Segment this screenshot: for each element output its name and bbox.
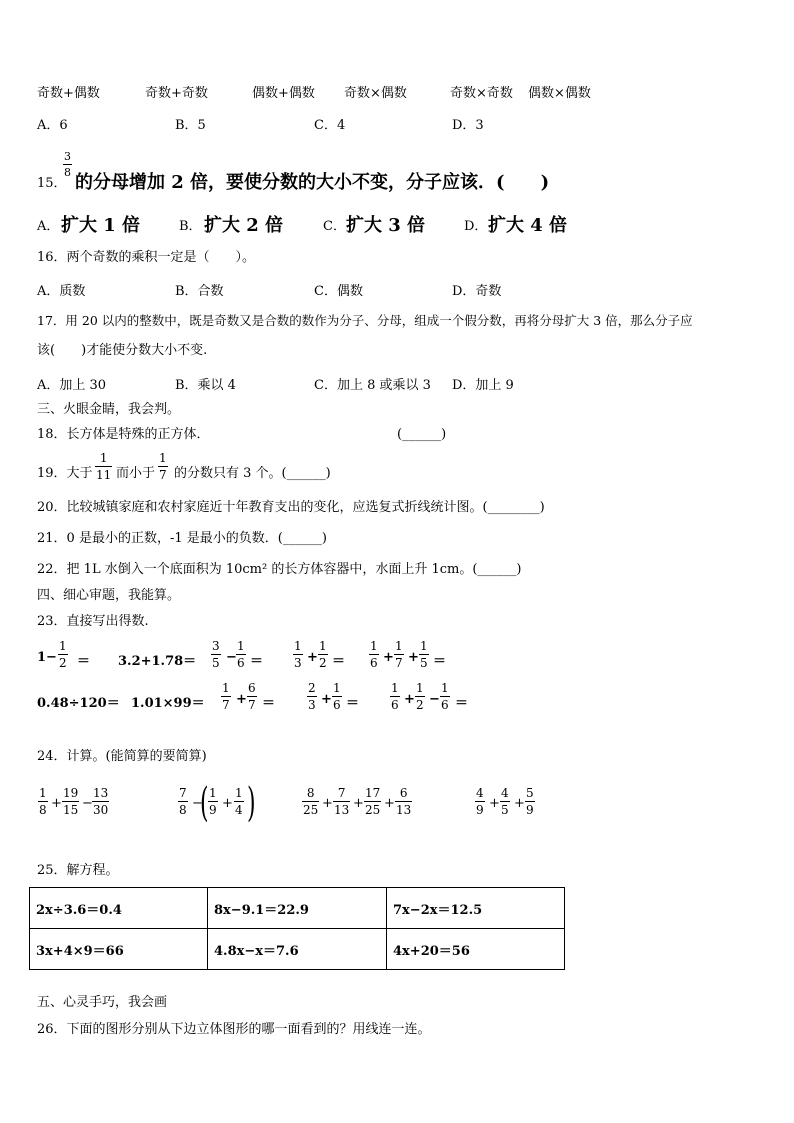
option-letter: D． (464, 219, 488, 234)
fraction: $\frac{1}{3}$ (294, 639, 302, 670)
equation-cell[interactable]: 4x+20＝56 (387, 929, 565, 970)
operator: + (514, 796, 525, 811)
fraction: $\frac{1}{8}$ (39, 786, 47, 817)
option-b[interactable]: B．合数 (175, 284, 224, 299)
equals: ＝ (262, 696, 276, 711)
fraction: $\frac{2}{3}$ (308, 681, 316, 712)
option-c[interactable]: 扩大 3 倍 (346, 215, 426, 236)
fraction: $\frac{1}{2}$ (59, 639, 67, 670)
denominator: 7 (159, 468, 167, 482)
fraction: $\frac{1}{6}$ (333, 681, 341, 712)
fraction: $\frac{4}{5}$ (501, 786, 509, 817)
option-d[interactable]: D．加上 9 (452, 378, 514, 393)
fraction: $\frac{1}{9}$ (209, 786, 217, 817)
fraction: $\frac{6}{7}$ (248, 681, 256, 712)
fraction: $\frac{17}{25}$ (365, 786, 381, 817)
left-paren: ( (200, 780, 209, 826)
q14-item: 奇数+偶数 (37, 86, 100, 101)
operator: − (192, 796, 203, 811)
denominator: 11 (96, 468, 112, 482)
question-22: 22．把 1L 水倒入一个底面积为 10cm² 的长方体容器中，水面上升 1cm。(______) (37, 562, 522, 577)
fraction: $\frac{1}{2}$ (319, 639, 327, 670)
question-25-title: 25．解方程。 (37, 863, 119, 878)
question-26: 26．下面的图形分别从下边立体图形的哪一面看到的？用线连一连。 (37, 1022, 431, 1037)
operator: + (321, 692, 332, 707)
q14-item: 奇数×奇数 (450, 86, 513, 101)
equals: ＝ (332, 654, 346, 669)
equation-cell[interactable]: 3x+4×9＝66 (30, 929, 208, 970)
operator: + (322, 796, 333, 811)
fraction: $\frac{1}{6}$ (237, 639, 245, 670)
equation-cell[interactable]: 2x÷3.6＝0.4 (30, 888, 208, 929)
option-b[interactable]: B．乘以 4 (175, 378, 236, 393)
q14-item: 奇数+奇数 (145, 86, 208, 101)
equals: ＝ (455, 696, 469, 711)
operator: − (429, 692, 440, 707)
section-heading: 三、火眼金睛，我会判。 (37, 402, 181, 417)
fraction: $\frac{1}{6}$ (391, 681, 399, 712)
expression: 1.01×99＝ (131, 696, 205, 711)
fraction: $\frac{1}{6}$ (441, 681, 449, 712)
equation-cell[interactable]: 4.8x−x＝7.6 (208, 929, 387, 970)
question-17-line2: 该( )才能使分数大小不变. (37, 343, 208, 358)
right-paren: ) (247, 780, 256, 826)
equals: ＝ (77, 654, 91, 669)
question-number: 15． (37, 176, 67, 191)
fraction: $\frac{1}{7}$ (222, 681, 230, 712)
option-c[interactable]: C．加上 8 或乘以 3 (314, 378, 431, 393)
question-18: 18．长方体是特殊的正方体． (37, 427, 210, 442)
fraction: $\frac{19}{15}$ (63, 786, 79, 817)
operator: + (51, 796, 62, 811)
option-a[interactable]: 扩大 1 倍 (61, 215, 141, 236)
numerator: 1 (159, 451, 167, 465)
option-letter: A． (37, 219, 60, 234)
numerator: 3 (64, 150, 71, 163)
fraction (95, 451, 112, 482)
operator: + (383, 650, 394, 665)
section-heading: 五、心灵手巧，我会画 (37, 995, 168, 1010)
option-letter: B． (179, 219, 202, 234)
fraction: $\frac{5}{9}$ (526, 786, 534, 817)
fraction: $\frac{1}{5}$ (420, 639, 428, 670)
fraction: $\frac{7}{13}$ (334, 786, 350, 817)
fraction: $\frac{13}{30}$ (93, 786, 109, 817)
option-a[interactable]: A．质数 (37, 284, 86, 299)
expression: 0.48÷120＝ (37, 696, 120, 711)
question-text: 的分母增加 2 倍，要使分数的大小不变，分子应该．( ) (75, 172, 550, 193)
operator: + (404, 692, 415, 707)
operator: + (236, 692, 247, 707)
question-text: 而小于 (116, 466, 156, 481)
option-b[interactable]: B．5 (175, 118, 206, 133)
option-a[interactable]: A．6 (37, 118, 68, 133)
q14-item: 奇数×偶数 (344, 86, 407, 101)
operator: + (307, 650, 318, 665)
question-text: 19．大于 (37, 466, 93, 481)
table-row (30, 888, 565, 929)
fraction: $\frac{8}{25}$ (303, 786, 319, 817)
equals: ＝ (250, 654, 264, 669)
operator: + (353, 796, 364, 811)
operator: − (226, 650, 237, 665)
question-24-title: 24．计算。(能简算的要简算) (37, 749, 207, 764)
fraction: $\frac{3}{5}$ (212, 639, 220, 670)
option-c[interactable]: C．4 (314, 118, 346, 133)
question-21: 21．0 是最小的正数，-1 是最小的负数．(______) (37, 531, 327, 546)
answer-blank[interactable]: (______) (397, 427, 447, 442)
numerator: 1 (99, 451, 108, 465)
question-16: 16．两个奇数的乘积一定是（ ）。 (37, 250, 256, 265)
fraction: $\frac{1}{4}$ (235, 786, 243, 817)
fraction (63, 150, 72, 179)
operator: + (384, 796, 395, 811)
option-d[interactable]: 扩大 4 倍 (488, 215, 568, 236)
denominator: 8 (64, 166, 71, 179)
q14-item: 偶数×偶数 (528, 86, 591, 101)
operator: − (82, 796, 93, 811)
fraction: $\frac{7}{8}$ (179, 786, 187, 817)
question-text: 的分数只有 3 个。(______) (174, 466, 331, 481)
option-letter: C． (323, 219, 346, 234)
option-d[interactable]: D．奇数 (452, 284, 502, 299)
operator: 1− (37, 650, 57, 665)
operator: + (222, 796, 233, 811)
operator: + (489, 796, 500, 811)
equals: ＝ (346, 696, 360, 711)
option-a[interactable]: A．加上 30 (37, 378, 107, 393)
option-d[interactable]: D．3 (452, 118, 484, 133)
fraction: $\frac{4}{9}$ (476, 786, 484, 817)
equation-table (29, 887, 565, 970)
fraction: $\frac{6}{13}$ (396, 786, 412, 817)
question-17-line1: 17．用 20 以内的整数中，既是奇数又是合数的数作为分子、分母，组成一个假分数，再将分母扩大 3 倍，那么分子应 (37, 313, 693, 328)
option-b[interactable]: 扩大 2 倍 (204, 215, 284, 236)
operator: + (408, 650, 419, 665)
section-heading: 四、细心审题，我能算。 (37, 588, 181, 603)
expression: 3.2+1.78＝ (118, 654, 197, 669)
question-23-title: 23．直接写出得数. (37, 614, 149, 629)
equation-cell[interactable]: 8x−9.1＝22.9 (208, 888, 387, 929)
fraction: $\frac{1}{7}$ (395, 639, 403, 670)
fraction: $\frac{1}{6}$ (370, 639, 378, 670)
question-20: 20．比较城镇家庭和农村家庭近十年教育支出的变化，应选复式折线统计图。(________) (37, 500, 545, 515)
q14-item: 偶数+偶数 (252, 86, 315, 101)
table-row (30, 929, 565, 970)
fraction (158, 451, 168, 482)
option-c[interactable]: C．偶数 (314, 284, 363, 299)
equals: ＝ (433, 654, 447, 669)
fraction: $\frac{1}{2}$ (416, 681, 424, 712)
equation-cell[interactable]: 7x−2x＝12.5 (387, 888, 565, 929)
